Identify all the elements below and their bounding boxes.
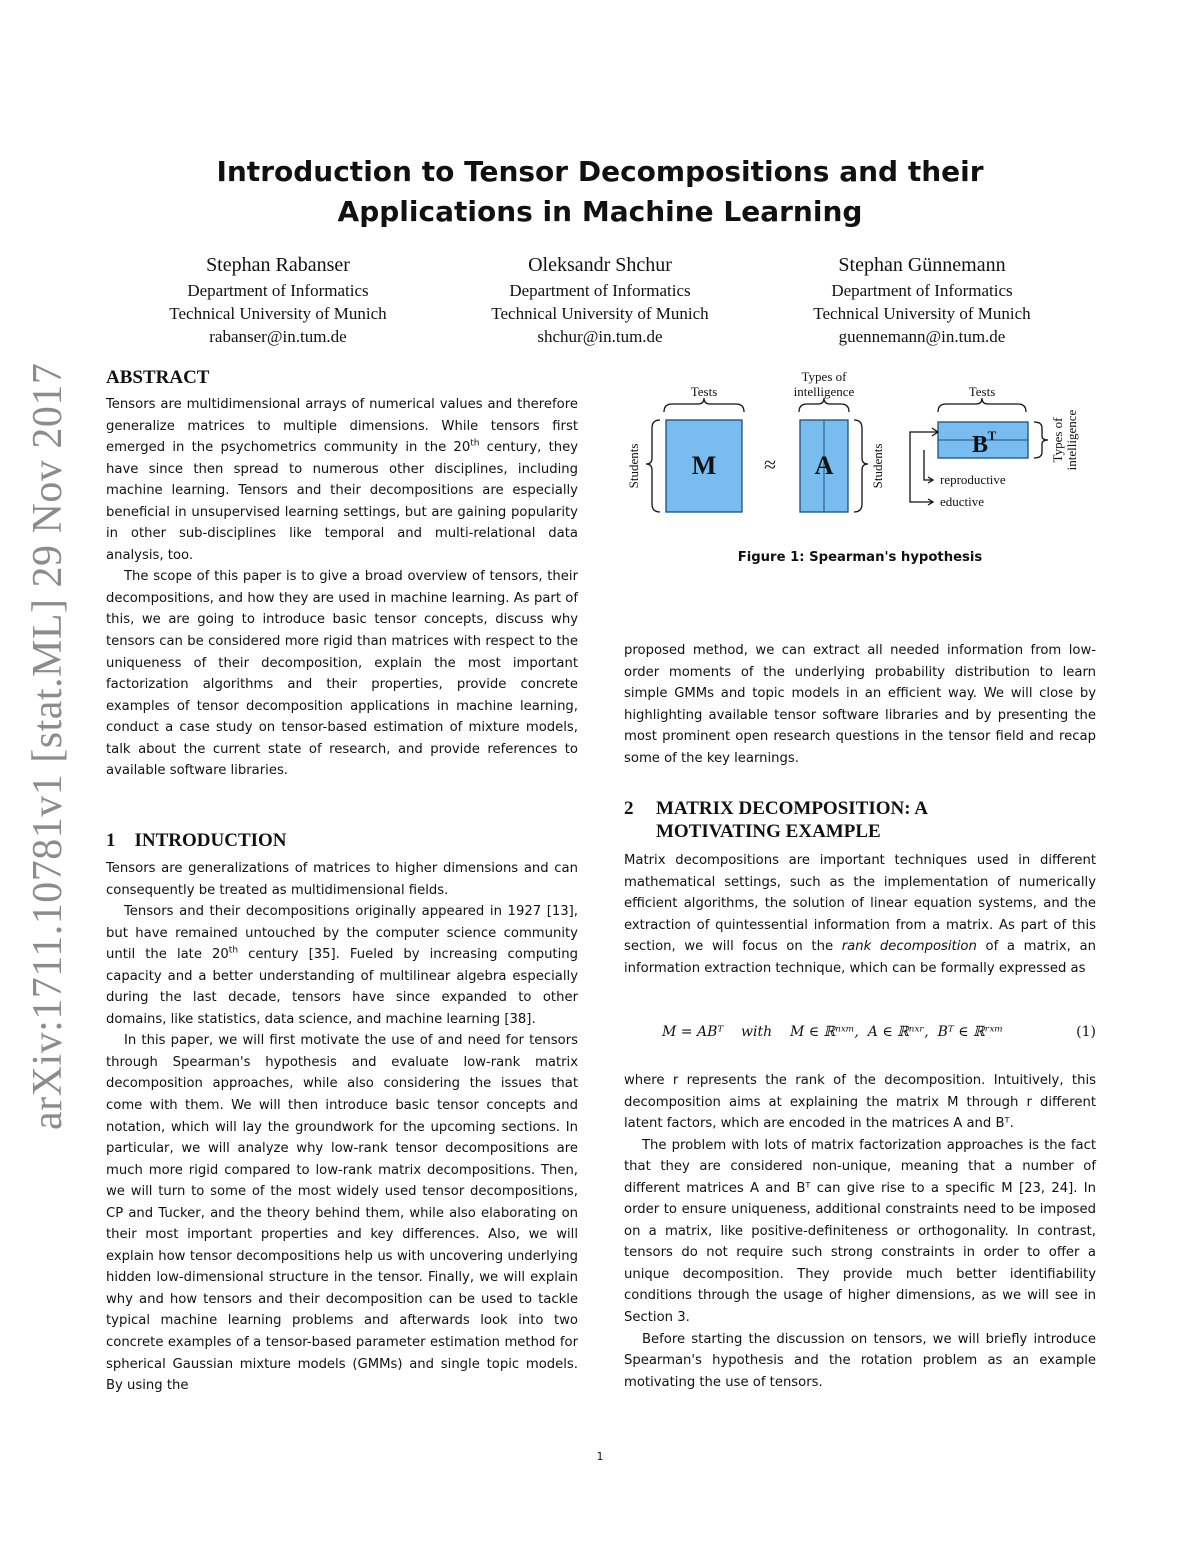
section-number: 1	[106, 830, 116, 851]
author-department: Department of Informatics	[831, 281, 1013, 300]
author-email: shchur@in.tum.de	[537, 327, 663, 346]
author-block-3	[757, 252, 1087, 348]
author-block-2	[435, 252, 765, 348]
author-name: Stephan Günnemann	[838, 254, 1006, 276]
author-email: guennemann@in.tum.de	[838, 327, 1006, 346]
author-department: Department of Informatics	[509, 281, 691, 300]
matrix-A-label: A	[814, 451, 834, 480]
arxiv-sidebar-stamp: arXiv:1711.10781v1 [stat.ML] 29 Nov 2017	[25, 362, 71, 1130]
section-2-paragraph-4: Before starting the discussion on tensors, we will briefly introduce Spearman's hypothesis and the rotation problem as an example motivating the use of tensors.	[624, 1331, 1096, 1390]
author-email: rabanser@in.tum.de	[209, 327, 347, 346]
intro-body	[106, 858, 578, 1397]
label-eductive: eductive	[940, 494, 985, 509]
abstract-paragraph-1: Tensors are multidimensional arrays of numerical values and therefore generalize matrices to multiple dimensions. While tensors first emerged in the psychometrics community in the 20th century, they have since then spread to numerous other disciplines, including machine learning. Tensors and their decompositions are especially beneficial in unsupervised learning settings, but are gaining popularity in other sub-disciplines like temporal and multi-relational data analysis, too.	[106, 397, 579, 563]
brace-types-top	[799, 398, 849, 412]
label-students-left: Students	[626, 443, 641, 489]
matrix-M-label: M	[691, 451, 717, 480]
author-university: Technical University of Munich	[491, 304, 709, 323]
equation-body: M = ABᵀ with M ∈ ℝⁿˣᵐ, A ∈ ℝⁿˣʳ, Bᵀ ∈ ℝʳˣᵐ	[662, 1024, 1004, 1040]
label-tests-left: Tests	[690, 384, 718, 399]
brace-tests-right	[938, 398, 1026, 412]
section-2-heading	[624, 797, 928, 843]
brace-tests-left	[664, 398, 744, 412]
label-types-side-2: intelligence	[1064, 409, 1079, 471]
paper-title	[150, 152, 1050, 232]
author-department: Department of Informatics	[187, 281, 369, 300]
section-2-paragraph-1: Matrix decompositions are important techniques used in different mathematical settings, such as the implementation of numerically efficient algorithms, the solution of linear equation systems, and the extraction of quintessential information from a matrix. As part of this section, we will focus on the rank decomposition of a matrix, an information extraction technique, which can be formally expressed as	[624, 853, 1096, 976]
brace-types-side	[1034, 422, 1048, 458]
intro-paragraph-3: In this paper, we will first motivate the use of and need for tensors through Spearman's hypothesis and evaluate low-rank matrix decomposition approaches, while also considering the issues that come with them. We will then introduce basic tensor concepts and notation, which will lay the groundwork for the upcoming sections. In particular, we will analyze why low-rank tensor decompositions are much more rigid compared to low-rank matrix decompositions. Then, we will turn to some of the most widely used tensor decompositions, CP and Tucker, and the theory behind them, while also elaborating on their most important properties and key differences. Also, we will explain how tensor decompositions help us with uncovering underlying hidden low-dimensional structure in the tensor. Finally, we will explain why and how tensors and their decomposition can be used to tackle typical machine learning problems and afterwards look into two concrete examples of a tensor-based parameter estimation method for spherical Gaussian mixture models (GMMs) and single topic models. By using the	[106, 1033, 578, 1394]
author-name: Stephan Rabanser	[206, 254, 350, 276]
page-number: 1	[596, 1450, 604, 1463]
section-2-paragraph-2: where r represents the rank of the decomposition. Intuitively, this decomposition aims at explaining the matrix M through r different latent factors, which are encoded in the matrices A and Bᵀ.	[624, 1073, 1096, 1132]
abstract-body	[106, 394, 578, 782]
label-reproductive: reproductive	[940, 472, 1006, 487]
author-block-1	[113, 252, 443, 348]
intro-paragraph-2: Tensors and their decompositions originally appeared in 1927 [13], but have remained untouched by the computer science community until the late 20th century [35]. Fueled by increasing computing capacity and a better understanding of multilinear algebra especially during the last decade, tensors have since expanded to other domains, like statistics, data science, and machine learning [38].	[106, 904, 578, 1027]
spearman-figure	[622, 364, 1098, 524]
author-university: Technical University of Munich	[813, 304, 1031, 323]
intro-paragraph-1: Tensors are generalizations of matrices to higher dimensions and can consequently be treated as multidimensional fields.	[106, 861, 578, 898]
title-line-1: Introduction to Tensor Decompositions and their	[216, 155, 984, 188]
matrix-BT-label: B	[971, 432, 989, 458]
label-students-right: Students	[870, 443, 885, 489]
intro-continuation	[624, 640, 1096, 769]
section-title: INTRODUCTION	[134, 830, 287, 851]
equation-number: (1)	[1076, 1024, 1096, 1040]
section-title-line-2: MOTIVATING EXAMPLE	[656, 821, 881, 842]
section-number: 2	[624, 798, 634, 819]
abstract-heading: ABSTRACT	[106, 367, 210, 388]
section-2-paragraph-3: The problem with lots of matrix factorization approaches is the fact that they are considered non-unique, meaning that a number of different matrices A and Bᵀ can give rise to a specific M [23, 24]. In order to ensure uniqueness, additional constraints need to be imposed on a matrix, like positive-definiteness or orthogonality. In contrast, tensors do not require such strong constraints in order to offer a unique decomposition. They provide much better identifiability conditions through the usage of higher dimensions, as we will see in Section 3.	[624, 1137, 1096, 1326]
figure-caption: Figure 1: Spearman's hypothesis	[737, 550, 983, 565]
equation-1	[622, 1024, 1098, 1048]
author-name: Oleksandr Shchur	[528, 254, 672, 276]
matrix-BT-superscript: T	[987, 428, 997, 443]
label-types-top-2: intelligence	[793, 384, 855, 399]
label-types-top-1: Types of	[801, 369, 847, 384]
brace-students-right	[854, 420, 868, 512]
section-1-heading	[106, 829, 287, 852]
section-title-line-1: MATRIX DECOMPOSITION: A	[656, 798, 928, 819]
brace-students-left	[646, 420, 660, 512]
label-tests-right: Tests	[968, 384, 996, 399]
approx-symbol: ≈	[763, 452, 777, 477]
section-2-body-b	[624, 1070, 1096, 1393]
abstract-paragraph-2: The scope of this paper is to give a broad overview of tensors, their decompositions, and how they are used in machine learning. As part of this, we are going to introduce basic tensor concepts, discuss why tensors can be considered more rigid than matrices with respect to the uniqueness of their decomposition, explain the most important factorization algorithms and their properties, provide concrete examples of tensor decomposition applications in machine learning, conduct a case study on tensor-based estimation of mixture models, talk about the current state of research, and provide references to available software libraries.	[106, 569, 578, 779]
author-university: Technical University of Munich	[169, 304, 387, 323]
arrow-reproductive	[924, 450, 932, 480]
section-2-body-a	[624, 850, 1096, 979]
label-types-side-1: Types of	[1050, 417, 1065, 463]
title-line-2: Applications in Machine Learning	[337, 195, 863, 228]
intro-continuation-paragraph: proposed method, we can extract all needed information from low-order moments of the underlying probability distribution to learn simple GMMs and topic models in an efficient way. We will close by highlighting available tensor software libraries and by presenting the most prominent open research questions in the tensor field and recap some of the key learnings.	[624, 643, 1096, 766]
